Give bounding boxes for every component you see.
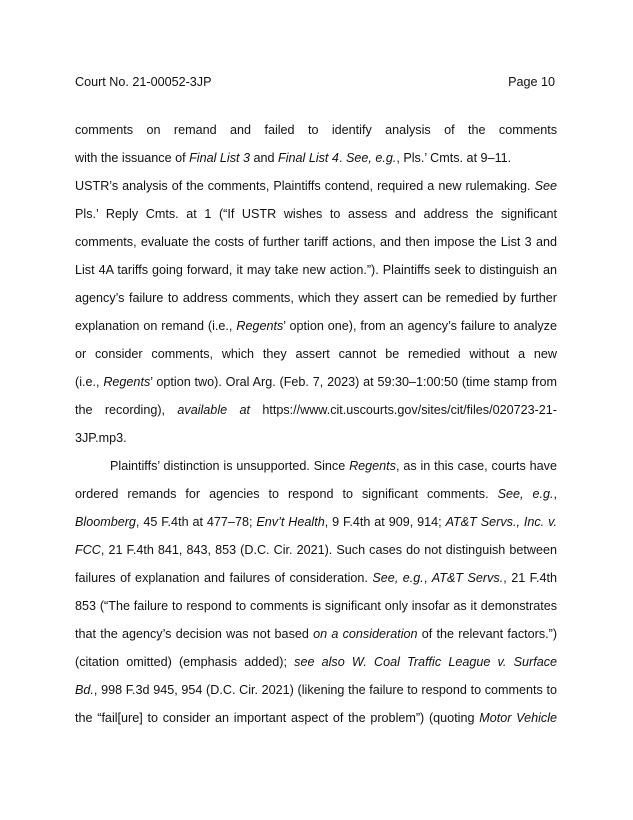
text-line xyxy=(75,396,557,424)
text-segment: , Pls.’ Cmts. at 9–11. xyxy=(396,151,512,165)
text-segment: Pls.’ Reply Cmts. at 1 (“If USTR wishes to assess and address the significant xyxy=(75,207,557,221)
text-segment: ’ option two). Oral Arg. (Feb. 7, 2023) at 59:30–1:00:50 (time stamp from xyxy=(150,375,557,389)
text-segment: Regents xyxy=(103,375,151,389)
text-segment: Plaintiffs’ distinction is unsupported. Since xyxy=(110,459,350,473)
text-segment: Regents xyxy=(236,319,284,333)
text-segment: See, e.g. xyxy=(372,571,424,585)
text-segment: USTR’s analysis of the comments, Plaintiffs contend, required a new rulemaking. xyxy=(75,179,535,193)
text-segment: see also W. Coal Traffic League v. Surface xyxy=(294,655,557,669)
text-line xyxy=(75,256,557,284)
body-text xyxy=(75,116,557,732)
text-line xyxy=(75,312,557,340)
text-segment: , 9 F.4th at 909, 914; xyxy=(324,515,446,529)
text-segment: 3JP.mp3. xyxy=(75,431,127,445)
text-segment: comments, evaluate the costs of further tariff actions, and then impose the List 3 and xyxy=(75,235,557,249)
text-segment: See xyxy=(534,179,557,193)
text-segment: (i.e., xyxy=(75,375,104,389)
text-line xyxy=(75,704,557,732)
text-segment: , 21 F.4th xyxy=(503,571,557,585)
text-segment: Final List 3 xyxy=(189,151,251,165)
text-segment: the “fail[ure] to consider an important aspect of the problem”) (quoting xyxy=(75,711,480,725)
text-segment: , xyxy=(423,571,432,585)
text-line xyxy=(75,592,557,620)
text-line xyxy=(75,648,557,676)
case-number: Court No. 21-00052-3JP xyxy=(75,75,212,89)
text-line xyxy=(75,368,557,396)
text-line xyxy=(75,620,557,648)
text-segment: , 998 F.3d 945, 954 (D.C. Cir. 2021) (likening the failure to respond to comments to xyxy=(93,683,557,697)
text-segment: https://www.cit.uscourts.gov/sites/cit/files/020723-21- xyxy=(262,403,557,417)
text-segment: failures of explanation and failures of consideration. xyxy=(75,571,373,585)
text-segment: (citation omitted) (emphasis added); xyxy=(75,655,295,669)
text-segment: ’ option one), from an agency’s failure to analyze xyxy=(283,319,557,333)
text-segment: , 21 F.4th 841, 843, 853 (D.C. Cir. 2021). Such cases do not distinguish between xyxy=(100,543,557,557)
text-segment: , as in this case, courts have xyxy=(395,459,557,473)
text-line xyxy=(75,284,557,312)
text-segment: of the relevant factors.”) xyxy=(417,627,557,641)
text-segment: agency’s failure to address comments, which they assert can be remedied by further xyxy=(75,291,557,305)
text-segment: See, e.g. xyxy=(345,151,397,165)
text-line xyxy=(75,480,557,508)
text-segment: , xyxy=(553,487,557,501)
text-segment: FCC xyxy=(75,543,101,557)
text-segment: List 4A tariffs going forward, it may take new action.”). Plaintiffs seek to distinguish an xyxy=(75,263,557,277)
text-segment: that the agency’s decision was not based xyxy=(75,627,314,641)
text-segment: Final List 4 xyxy=(278,151,339,165)
text-line xyxy=(75,508,557,536)
text-line xyxy=(75,564,557,592)
text-segment: and xyxy=(250,151,279,165)
text-segment: the recording), xyxy=(75,403,178,417)
text-segment: on a consideration xyxy=(313,627,418,641)
text-segment: ordered remands for agencies to respond to significant comments. xyxy=(75,487,498,501)
text-segment: Regents xyxy=(349,459,396,473)
text-segment: AT&T Servs. xyxy=(431,571,504,585)
text-segment: Motor Vehicle xyxy=(479,711,557,725)
text-line xyxy=(75,116,557,144)
text-line xyxy=(75,144,557,172)
text-segment: , 45 F.4th at 477–78; xyxy=(135,515,257,529)
text-line xyxy=(75,200,557,228)
text-line xyxy=(75,228,557,256)
text-line xyxy=(75,536,557,564)
text-segment: Bloomberg xyxy=(75,515,136,529)
text-segment: explanation on remand (i.e., xyxy=(75,319,237,333)
text-line xyxy=(75,424,557,452)
text-segment: Env’t Health xyxy=(256,515,325,529)
text-segment: See, e.g. xyxy=(497,487,554,501)
page-number: Page 10 xyxy=(508,75,555,89)
text-segment: comments on remand and failed to identify analysis of the comments xyxy=(75,123,557,137)
text-segment: or consider comments, which they assert cannot be remedied without a new xyxy=(75,347,557,361)
text-segment: with the issuance of xyxy=(75,151,190,165)
text-segment: Bd. xyxy=(75,683,94,697)
text-line xyxy=(75,172,557,200)
text-segment: . xyxy=(338,151,346,165)
page-header xyxy=(75,74,555,90)
text-segment: 853 (“The failure to respond to comments is significant only insofar as it demonstrates xyxy=(75,599,557,613)
text-segment: available at xyxy=(177,403,250,417)
text-line xyxy=(75,452,557,480)
text-segment: AT&T Servs., Inc. v. xyxy=(445,515,557,529)
text-line xyxy=(75,340,557,368)
text-line xyxy=(75,676,557,704)
